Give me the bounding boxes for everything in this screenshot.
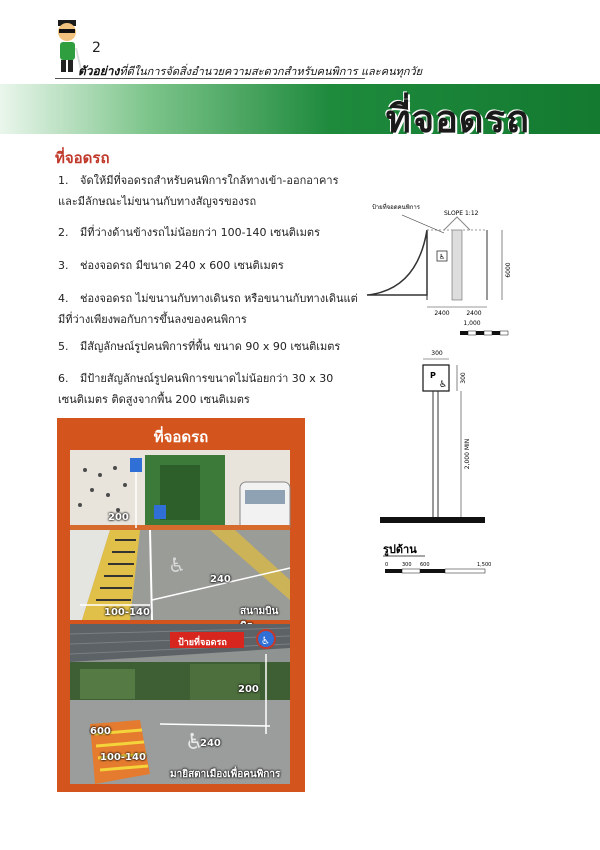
list-item: [58, 368, 358, 410]
svg-text:P: P: [430, 371, 436, 380]
photo1-aisle-label: 100-140: [104, 607, 150, 618]
parking-plan-drawing: [362, 195, 532, 345]
svg-text:♿: ♿: [261, 636, 270, 647]
dim-width-b: 2400: [466, 310, 482, 317]
list-number: 4.: [58, 292, 69, 305]
svg-text:♿: ♿: [439, 380, 448, 390]
list-number: 5.: [58, 340, 69, 353]
svg-text:♿: ♿: [168, 553, 186, 577]
sign-label: ป้ายที่จอดคนพิการ: [372, 204, 420, 211]
sign-height-dim: 300: [460, 372, 467, 384]
sign-width-dim: 300: [431, 350, 443, 357]
scale-300: 300: [402, 562, 412, 568]
dim-aisle: 1,000: [463, 320, 481, 327]
subtitle-lead: ตัวอย่าง: [78, 64, 120, 78]
list-text: มีป้ายสัญลักษณ์รูปคนพิการขนาดไม่น้อยกว่า 30 x 30 เซนติเมตร ติดสูงจากพื้น 200 เซนติเมตร: [58, 372, 334, 406]
photo2-length-label: 600: [90, 726, 111, 737]
elevation-title: รูปด้าน: [383, 543, 417, 556]
sign-elevation-drawing: [375, 345, 500, 585]
photo2-aisle-label: 100-140: [100, 752, 146, 763]
photo2-width-label: 240: [200, 738, 221, 749]
dim-length: 6000: [505, 262, 512, 278]
pole-height-dim: 2,000 MIN: [464, 438, 471, 470]
list-text: มีสัญลักษณ์รูปคนพิการที่พื้น ขนาด 90 x 90 เซนติเมตร: [80, 340, 341, 353]
photo1-caption: สนามบิน: [240, 606, 279, 617]
svg-text:♿: ♿: [185, 730, 205, 755]
list-number: 3.: [58, 259, 69, 272]
scale-0: 0: [385, 562, 389, 568]
list-item: [58, 255, 358, 276]
dim-width-a: 2400: [434, 310, 450, 317]
list-item: [58, 170, 358, 212]
list-number: 6.: [58, 372, 69, 385]
list-text: ช่องจอดรถ มีขนาด 240 x 600 เซนติเมตร: [80, 259, 284, 272]
list-text: จัดให้มีที่จอดรถสำหรับคนพิการใกล้ทางเข้า-ออกอาคารและมีลักษณะไม่ขนานกับทางสัญจรของรถ: [58, 174, 339, 208]
subtitle-text: ที่ดีในการจัดสิ่งอำนวยความสะดวกสำหรับคนพิการ และคนทุกวัย: [119, 65, 423, 78]
list-item: [58, 288, 358, 330]
list-text: ช่องจอดรถ ไม่ขนานกับทางเดินรถ หรือขนานกับทางเดินแต่มีที่ว่างเพียงพอกับการขึ้นลงของคนพิการ: [58, 292, 358, 326]
photo2-caption: มายิสตาเมืองเพื่อคนพิการ: [170, 769, 281, 780]
scale-1500: 1,500: [477, 562, 492, 568]
photo1-width-label: 240: [210, 574, 231, 585]
section-heading: ที่จอดรถ: [55, 149, 110, 167]
list-text: มีที่ว่างด้านข้างรถไม่น้อยกว่า 100-140 เซนติเมตร: [80, 226, 320, 239]
parking-photo-2: [70, 624, 290, 784]
list-item: [58, 336, 358, 357]
slope-label: SLOPE 1:12: [444, 210, 479, 217]
parking-photo-1: [70, 450, 290, 620]
photo1-height-label: 200: [108, 512, 129, 523]
page-number: 2: [92, 40, 101, 56]
photo-panel-title: ที่จอดรถ: [153, 428, 209, 446]
svg-text:♿: ♿: [438, 253, 446, 261]
list-item: [58, 222, 358, 243]
list-number: 2.: [58, 226, 69, 239]
list-number: 1.: [58, 174, 69, 187]
photo2-sign-label: ป้ายที่จอดรถ: [178, 638, 227, 648]
banner-title: ที่จอดรถ: [385, 97, 530, 141]
header-rule: [55, 78, 365, 79]
photo2-height-label: 200: [238, 684, 259, 695]
scale-600: 600: [420, 562, 430, 568]
